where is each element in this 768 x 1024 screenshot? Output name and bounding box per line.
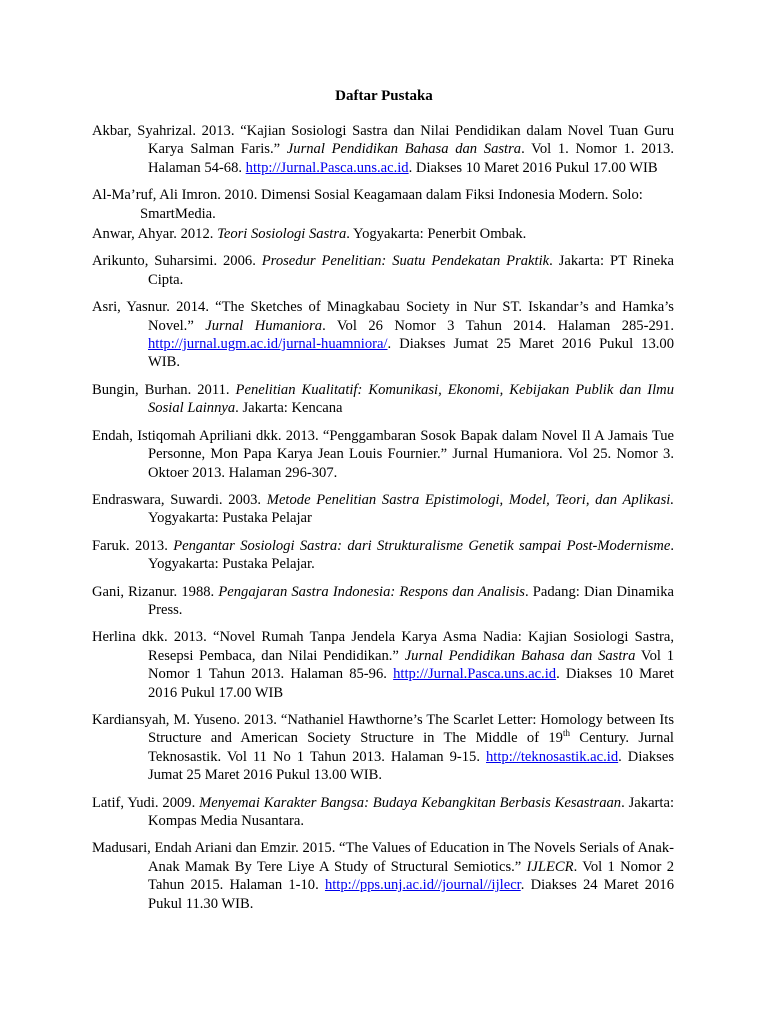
- ref-text: Vol 1 Nomor 1 Tahun 2013. Halaman 85-96.: [148, 647, 675, 683]
- ref-text: Gani, Rizanur. 1988.: [92, 583, 219, 600]
- ref-text: Faruk. 2013.: [92, 537, 174, 554]
- ref-text: Yogyakarta: Pustaka Pelajar: [148, 510, 312, 527]
- reference-entry: [92, 381, 674, 418]
- ref-link[interactable]: http://Jurnal.Pasca.uns.ac.id: [393, 666, 557, 683]
- page-title: Daftar Pustaka: [335, 88, 433, 104]
- reference-entry: [92, 186, 674, 223]
- reference-list: [92, 122, 674, 922]
- ref-journal-title: Jurnal Pendidikan Bahasa dan Sastra: [404, 647, 636, 664]
- ref-text: Bungin, Burhan. 2011.: [92, 381, 236, 398]
- ref-text: . Yogyakarta: Penerbit Ombak.: [346, 226, 527, 243]
- ref-text: Herlina dkk. 2013. “Novel Rumah Tanpa Jendela Karya Asma Nadia: Kajian Sosiologi Sastra, Resepsi Pembaca, dan Nilai Pendidikan.”: [92, 629, 674, 664]
- ref-journal-title: Jurnal Pendidikan Bahasa dan Sastra: [286, 141, 522, 158]
- ref-link[interactable]: http://Jurnal.Pasca.uns.ac.id: [245, 159, 409, 176]
- ref-text: . Jakarta: PT Rineka Cipta.: [148, 253, 674, 288]
- ref-text: Arikunto, Suharsimi. 2006.: [92, 253, 262, 270]
- ref-text: Madusari, Endah Ariani dan Emzir. 2015. “The Values of Education in The Novels Serials of Anak-Anak Mamak By Tere Liye A Study of Structural Semiotics.”: [92, 840, 674, 875]
- ref-journal-title: IJLECR: [526, 858, 574, 875]
- ref-text: . Diakses 10 Maret 2016 Pukul 17.00 WIB: [148, 666, 674, 701]
- reference-entry: [92, 491, 674, 528]
- reference-entry: [92, 839, 674, 913]
- reference-entry: [92, 537, 674, 574]
- reference-entry: [92, 225, 674, 243]
- ref-text: . Diakses Jumat 25 Maret 2016 Pukul 13.00 WIB.: [148, 748, 674, 784]
- reference-entry: [92, 427, 674, 482]
- reference-entry: [92, 794, 674, 831]
- ref-book-title: Metode Penelitian Sastra Epistimologi, Model, Teori, dan Aplikasi.: [266, 491, 674, 508]
- ref-text: . Diakses Jumat 25 Maret 2016 Pukul 13.00 WIB.: [148, 336, 674, 371]
- ref-text: . Vol 1 Nomor 2 Tahun 2015. Halaman 1-10.: [148, 858, 674, 894]
- ref-text: Anwar, Ahyar. 2012.: [92, 226, 218, 243]
- ref-book-title: Prosedur Penelitian: Suatu Pendekatan Praktik: [261, 253, 550, 270]
- ref-text: . Padang: Dian Dinamika Press.: [148, 583, 674, 618]
- ref-link[interactable]: http://teknosastik.ac.id: [486, 748, 619, 765]
- ref-text: . Yogyakarta: Pustaka Pelajar.: [148, 537, 674, 573]
- ref-book-title: Penelitian Kualitatif: Komunikasi, Ekonomi, Kebijakan Publik dan Ilmu Sosial Lainnya: [148, 381, 674, 417]
- ref-book-title: Pengantar Sosiologi Sastra: dari Strukturalisme Genetik sampai Post-Modernisme: [173, 537, 671, 554]
- reference-entry: [92, 122, 674, 177]
- ref-superscript: th: [562, 728, 570, 739]
- ref-link[interactable]: http://jurnal.ugm.ac.id/jurnal-huamniora/: [148, 336, 388, 353]
- ref-book-title: Menyemai Karakter Bangsa: Budaya Kebangkitan Berbasis Kesastraan: [199, 794, 622, 811]
- ref-text: Endraswara, Suwardi. 2003.: [92, 491, 267, 508]
- ref-text: . Jakarta: Kompas Media Nusantara.: [148, 794, 674, 829]
- ref-text: Latif, Yudi. 2009.: [92, 794, 200, 811]
- ref-text: . Vol 26 Nomor 3 Tahun 2014. Halaman 285-291.: [322, 317, 674, 334]
- ref-link[interactable]: http://pps.unj.ac.id//journal//ijlecr: [324, 877, 521, 894]
- ref-book-title: Teori Sosiologi Sastra: [217, 226, 347, 243]
- ref-text: Akbar, Syahrizal. 2013. “Kajian Sosiologi Sastra dan Nilai Pendidikan dalam Novel Tuan Guru Karya Salman Faris.”: [92, 123, 674, 158]
- ref-text: Al-Ma’ruf, Ali Imron. 2010. Dimensi Sosial Keagamaan dalam Fiksi Indonesia Modern. Solo: SmartMedia.: [92, 187, 643, 222]
- ref-text: Asri, Yasnur. 2014. “The Sketches of Minagkabau Society in Nur ST. Iskandar’s and Hamka’s Novel.”: [92, 299, 674, 334]
- ref-text: . Vol 1. Nomor 1. 2013. Halaman 54-68.: [148, 141, 674, 176]
- ref-text: . Diakses 24 Maret 2016 Pukul 11.30 WIB.: [148, 877, 674, 912]
- reference-entry: [92, 298, 674, 372]
- ref-text: . Jakarta: Kencana: [235, 400, 343, 417]
- reference-entry: [92, 628, 674, 702]
- ref-text: Century. Jurnal Teknosastik. Vol 11 No 1 Tahun 2013. Halaman 9-15.: [148, 730, 674, 765]
- reference-entry: [92, 583, 674, 620]
- ref-text: Endah, Istiqomah Apriliani dkk. 2013. “Penggambaran Sosok Bapak dalam Novel Il A Jamais Tue Personne, Mon Papa Karya Jean Louis Fournier.” Jurnal Humaniora. Vol 25. Nomor 3. Oktoer 2013. Halaman 296-307.: [92, 427, 674, 481]
- ref-journal-title: Jurnal Humaniora: [205, 317, 323, 334]
- reference-entry: [92, 711, 674, 785]
- reference-entry: [92, 252, 674, 289]
- ref-text: Kardiansyah, M. Yuseno. 2013. “Nathaniel Hawthorne’s The Scarlet Letter: Homology between Its Structure and American Society Structure in The Middle of 19: [92, 711, 674, 747]
- ref-book-title: Pengajaran Sastra Indonesia: Respons dan Analisis: [218, 583, 525, 600]
- ref-text: . Diakses 10 Maret 2016 Pukul 17.00 WIB: [408, 159, 658, 176]
